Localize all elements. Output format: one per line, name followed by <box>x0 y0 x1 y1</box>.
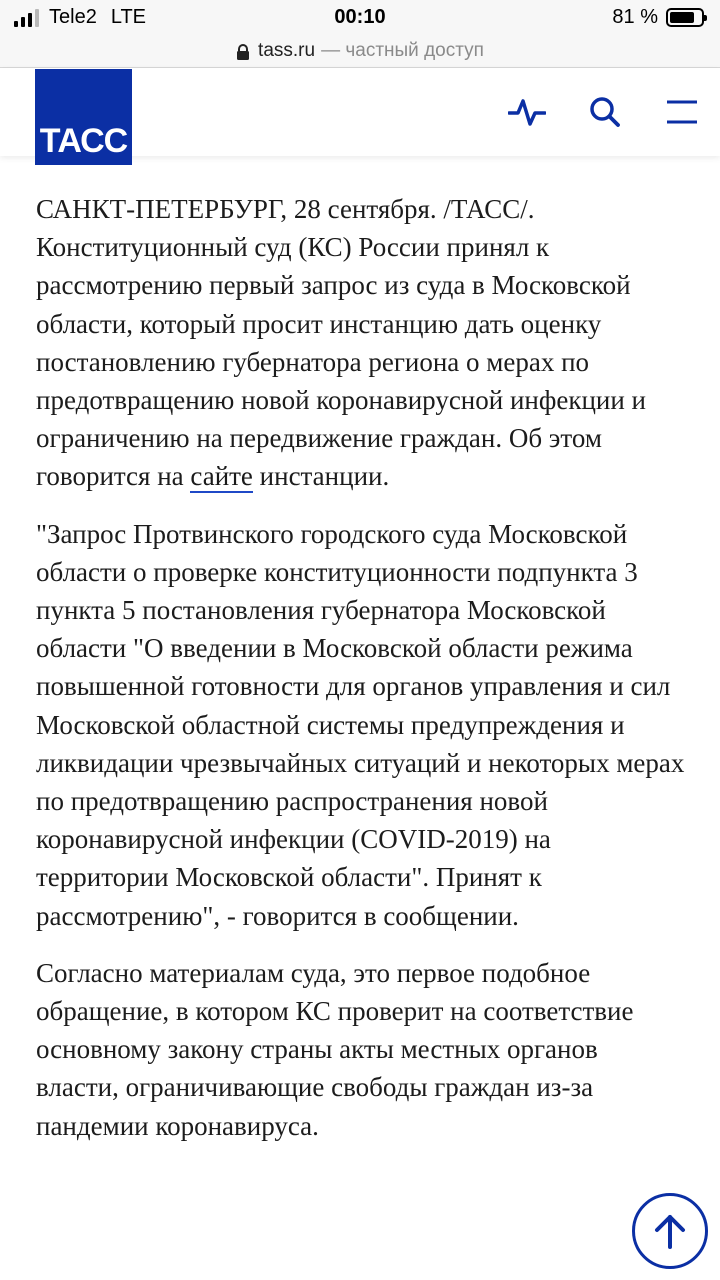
scroll-to-top-button[interactable] <box>632 1193 708 1269</box>
url-private-note: — частный доступ <box>321 39 484 61</box>
status-bar <box>0 0 720 34</box>
network-type: LTE <box>110 6 147 28</box>
search-icon[interactable] <box>583 90 627 134</box>
tass-logo[interactable] <box>35 69 132 165</box>
clock: 00:10 <box>334 6 386 28</box>
battery-icon <box>666 8 704 27</box>
activity-icon[interactable] <box>505 90 549 134</box>
logo-text: ТАСС <box>39 122 128 160</box>
carrier-name: Tele2 <box>49 6 97 28</box>
url-bar[interactable] <box>0 34 720 68</box>
menu-icon[interactable] <box>660 90 704 134</box>
url-host: tass.ru <box>258 39 316 61</box>
article-body <box>36 190 686 1164</box>
article-paragraph-2: "Запрос Протвинского городского суда Московской области о проверке конституционности подпункта 3 пункта 5 постановления губернатора Московской области "О введении в Московской области режима повышенной готовности для органов управления и сил Московской областной системы предупреждения и ликвидации чрезвычайных ситуаций и некоторых мерах по предотвращению распространения новой коронавирусной инфекции (COVID-2019) на территории Московской области". Принят к рассмотрению", - говорится в сообщении. <box>36 518 685 931</box>
paragraph-1-text: САНКТ-ПЕТЕРБУРГ, 28 сентября. /ТАСС/. Конституционный суд (КС) России принял к рассмотрению первый запрос из суда в Московской области, который просит инстанцию дать оценку постановлению губернатора региона о мерах по предотвращению новой коронавирусной инфекции и ограничению на передвижение граждан. Об этом говорится на <box>36 194 646 492</box>
arrow-up-icon <box>653 1213 687 1249</box>
article-paragraph-3: Согласно материалам суда, это первое подобное обращение, в котором КС проверит на соответствие основному закону страны акты местных органов власти, ограничивающие свободы граждан из-за пандемии коронавируса. <box>36 957 634 1141</box>
article-paragraph-1 <box>36 190 686 496</box>
lock-icon <box>236 44 250 60</box>
battery-percent: 81 % <box>612 6 658 28</box>
source-site-link[interactable]: сайте <box>190 461 253 492</box>
site-header <box>0 68 720 160</box>
status-right <box>612 6 704 29</box>
paragraph-1-end: инстанции. <box>259 461 390 492</box>
